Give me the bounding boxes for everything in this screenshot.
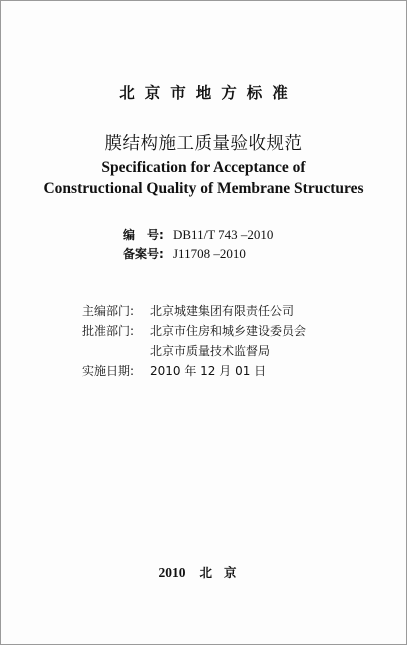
record-number-label: 备案号: (123, 247, 164, 261)
record-number-row (123, 245, 246, 262)
publication-footer (1, 563, 406, 581)
effective-date-value: 2010 年 12 月 01 日 (150, 364, 267, 378)
standard-number-value: DB11/T 743 –2010 (173, 227, 274, 242)
standard-number-row (123, 226, 273, 243)
effective-date-row (82, 362, 266, 379)
chief-editor-label: 主编部门: (82, 304, 135, 318)
standard-type-heading: 北京市地方标准 (119, 84, 298, 102)
effective-date-label: 实施日期: (82, 364, 135, 378)
english-title-line-1: Specification for Acceptance of (101, 159, 306, 176)
publication-year: 2010 (158, 565, 186, 580)
approver-label: 批准部门: (82, 324, 135, 338)
publication-city: 北京 (199, 565, 249, 580)
approver-row-2 (82, 342, 270, 359)
standard-number-label: 编 号: (123, 228, 164, 242)
english-title-line-2: Constructional Quality of Membrane Structures (43, 180, 364, 197)
record-number-value: J11708 –2010 (173, 246, 246, 261)
chief-editor-value: 北京城建集团有限责任公司 (150, 304, 295, 318)
approver-value-1: 北京市住房和城乡建设委员会 (150, 324, 307, 338)
approver-value-2: 北京市质量技术监督局 (150, 344, 271, 358)
chinese-title: 膜结构施工质量验收规范 (104, 134, 303, 154)
approver-row (82, 322, 306, 339)
chief-editor-row (82, 302, 294, 319)
